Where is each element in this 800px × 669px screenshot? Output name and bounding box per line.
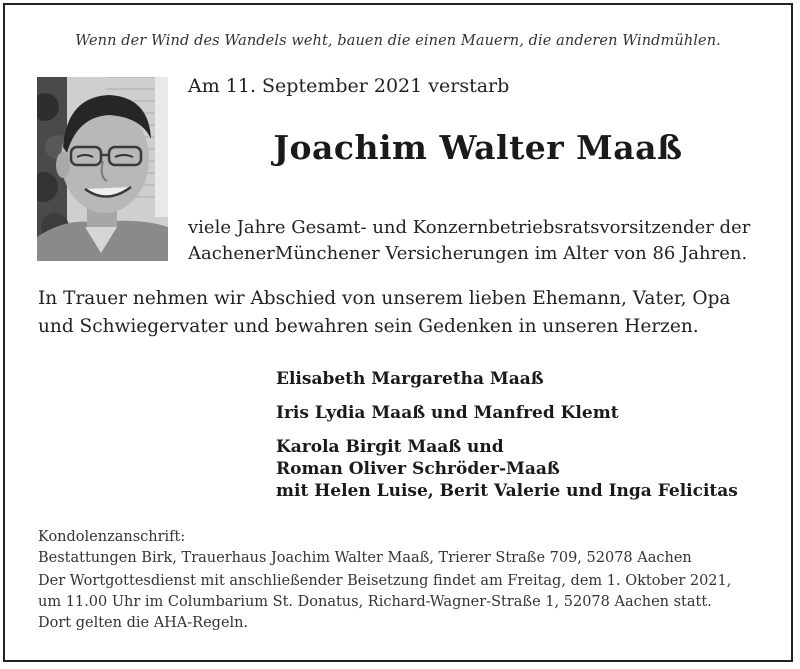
mourning-line: und Schwiegervater und bewahren sein Gedenken in unseren Herzen. (38, 316, 699, 337)
notice-footer (38, 527, 731, 634)
family-member: Roman Oliver Schröder-Maaß (276, 459, 560, 479)
mourning-text (38, 285, 730, 341)
deceased-name: Joachim Walter Maaß (273, 128, 683, 167)
role-line: viele Jahre Gesamt- und Konzernbetriebsratsvorsitzender der (188, 217, 751, 238)
role-description (188, 215, 750, 267)
family-member: Karola Birgit Maaß und (276, 437, 504, 457)
portrait-photo (37, 77, 168, 261)
mourning-line: In Trauer nehmen wir Abschied von unserem lieben Ehemann, Vater, Opa (38, 288, 731, 309)
family-member: Iris Lydia Maaß und Manfred Klemt (276, 403, 619, 423)
service-line: Der Wortgottesdienst mit anschließender Beisetzung findet am Freitag, dem 1. Oktober 2021, (38, 573, 732, 589)
motto-quote: Wenn der Wind des Wandels weht, bauen die einen Mauern, die anderen Windmühlen. (75, 33, 721, 49)
family-member: Elisabeth Margaretha Maaß (276, 369, 544, 389)
family-member: mit Helen Luise, Berit Valerie und Inga Felicitas (276, 481, 738, 501)
family-signatures (276, 368, 738, 502)
service-line: um 11.00 Uhr im Columbarium St. Donatus, Richard-Wagner-Straße 1, 52078 Aachen statt. (38, 594, 712, 610)
condolence-address: Bestattungen Birk, Trauerhaus Joachim Walter Maaß, Trierer Straße 709, 52078 Aachen (38, 550, 692, 566)
condolence-label: Kondolenzanschrift: (38, 529, 186, 545)
portrait-image (37, 77, 168, 261)
role-line: AachenerMünchener Versicherungen im Alter von 86 Jahren. (188, 243, 748, 264)
service-line: Dort gelten die AHA-Regeln. (38, 615, 249, 631)
death-announcement: Am 11. September 2021 verstarb (188, 75, 510, 97)
